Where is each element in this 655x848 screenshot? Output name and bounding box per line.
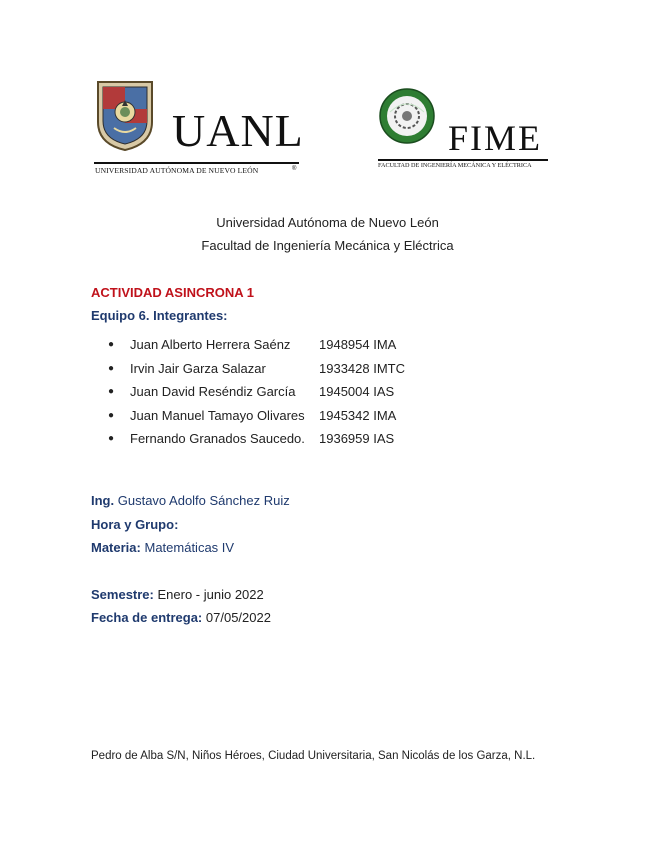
uanl-divider	[94, 162, 299, 164]
activity-title: ACTIVIDAD ASINCRONA 1	[91, 285, 254, 300]
semester-label: Semestre:	[91, 587, 154, 602]
due-date-label: Fecha de entrega:	[91, 610, 203, 625]
member-id: 1945342 IMA	[319, 407, 397, 423]
uanl-logo	[94, 78, 304, 178]
faculty-name: Facultad de Ingeniería Mecánica y Eléctrica	[201, 238, 454, 253]
subject-value: Matemáticas IV	[144, 540, 235, 555]
member-id: 1948954 IMA	[319, 337, 397, 353]
fime-seal-icon	[378, 86, 436, 146]
member-name: Fernando Granados Saucedo.	[130, 431, 305, 447]
member-name: Juan David Reséndiz García	[130, 384, 296, 400]
member-id: 1936959 IAS	[319, 431, 395, 447]
member-name: Irvin Jair Garza Salazar	[130, 360, 266, 376]
bullet-icon: ●	[108, 386, 115, 398]
uanl-wordmark: UANL	[172, 105, 304, 156]
members-list	[108, 333, 405, 451]
member-name: Juan Manuel Tamayo Olivares	[130, 407, 305, 423]
subject-field	[91, 540, 234, 555]
due-date-value: 07/05/2022	[205, 610, 271, 625]
uanl-subtitle: UNIVERSIDAD AUTÓNOMA DE NUEVO LEÓN	[95, 166, 259, 175]
list-item	[108, 380, 405, 404]
uanl-seal-icon	[94, 78, 156, 152]
instructor-label: Ing.	[91, 493, 115, 508]
semester-field	[91, 587, 264, 602]
fime-logo	[378, 86, 550, 172]
bullet-icon: ●	[108, 339, 115, 351]
fime-subtitle: FACULTAD DE INGENIERÍA MECÁNICA Y ELÉCTRICA	[378, 162, 532, 169]
list-item	[108, 333, 405, 357]
list-item	[108, 404, 405, 428]
team-label: Equipo 6. Integrantes:	[91, 308, 228, 323]
bullet-icon: ●	[108, 433, 115, 445]
list-item	[108, 357, 405, 381]
list-item	[108, 427, 405, 451]
member-name: Juan Alberto Herrera Saénz	[130, 337, 291, 353]
fime-divider	[378, 159, 548, 161]
university-name: Universidad Autónoma de Nuevo León	[216, 215, 439, 230]
instructor-value: Gustavo Adolfo Sánchez Ruiz	[117, 493, 290, 508]
registered-mark: ®	[292, 166, 297, 172]
footer-address: Pedro de Alba S/N, Niños Héroes, Ciudad Universitaria, San Nicolás de los Garza, N.L.	[91, 750, 536, 762]
bullet-icon: ●	[108, 409, 115, 421]
bullet-icon: ●	[108, 362, 115, 374]
semester-value: Enero - junio 2022	[157, 587, 264, 602]
member-id: 1933428 IMTC	[319, 360, 405, 376]
fime-wordmark: FIME	[448, 118, 543, 158]
subject-label: Materia:	[91, 540, 141, 555]
schedule-label: Hora y Grupo:	[91, 517, 179, 532]
member-id: 1945004 IAS	[319, 384, 395, 400]
due-date-field	[91, 610, 271, 625]
schedule-field	[91, 517, 178, 532]
instructor-field	[91, 493, 290, 508]
